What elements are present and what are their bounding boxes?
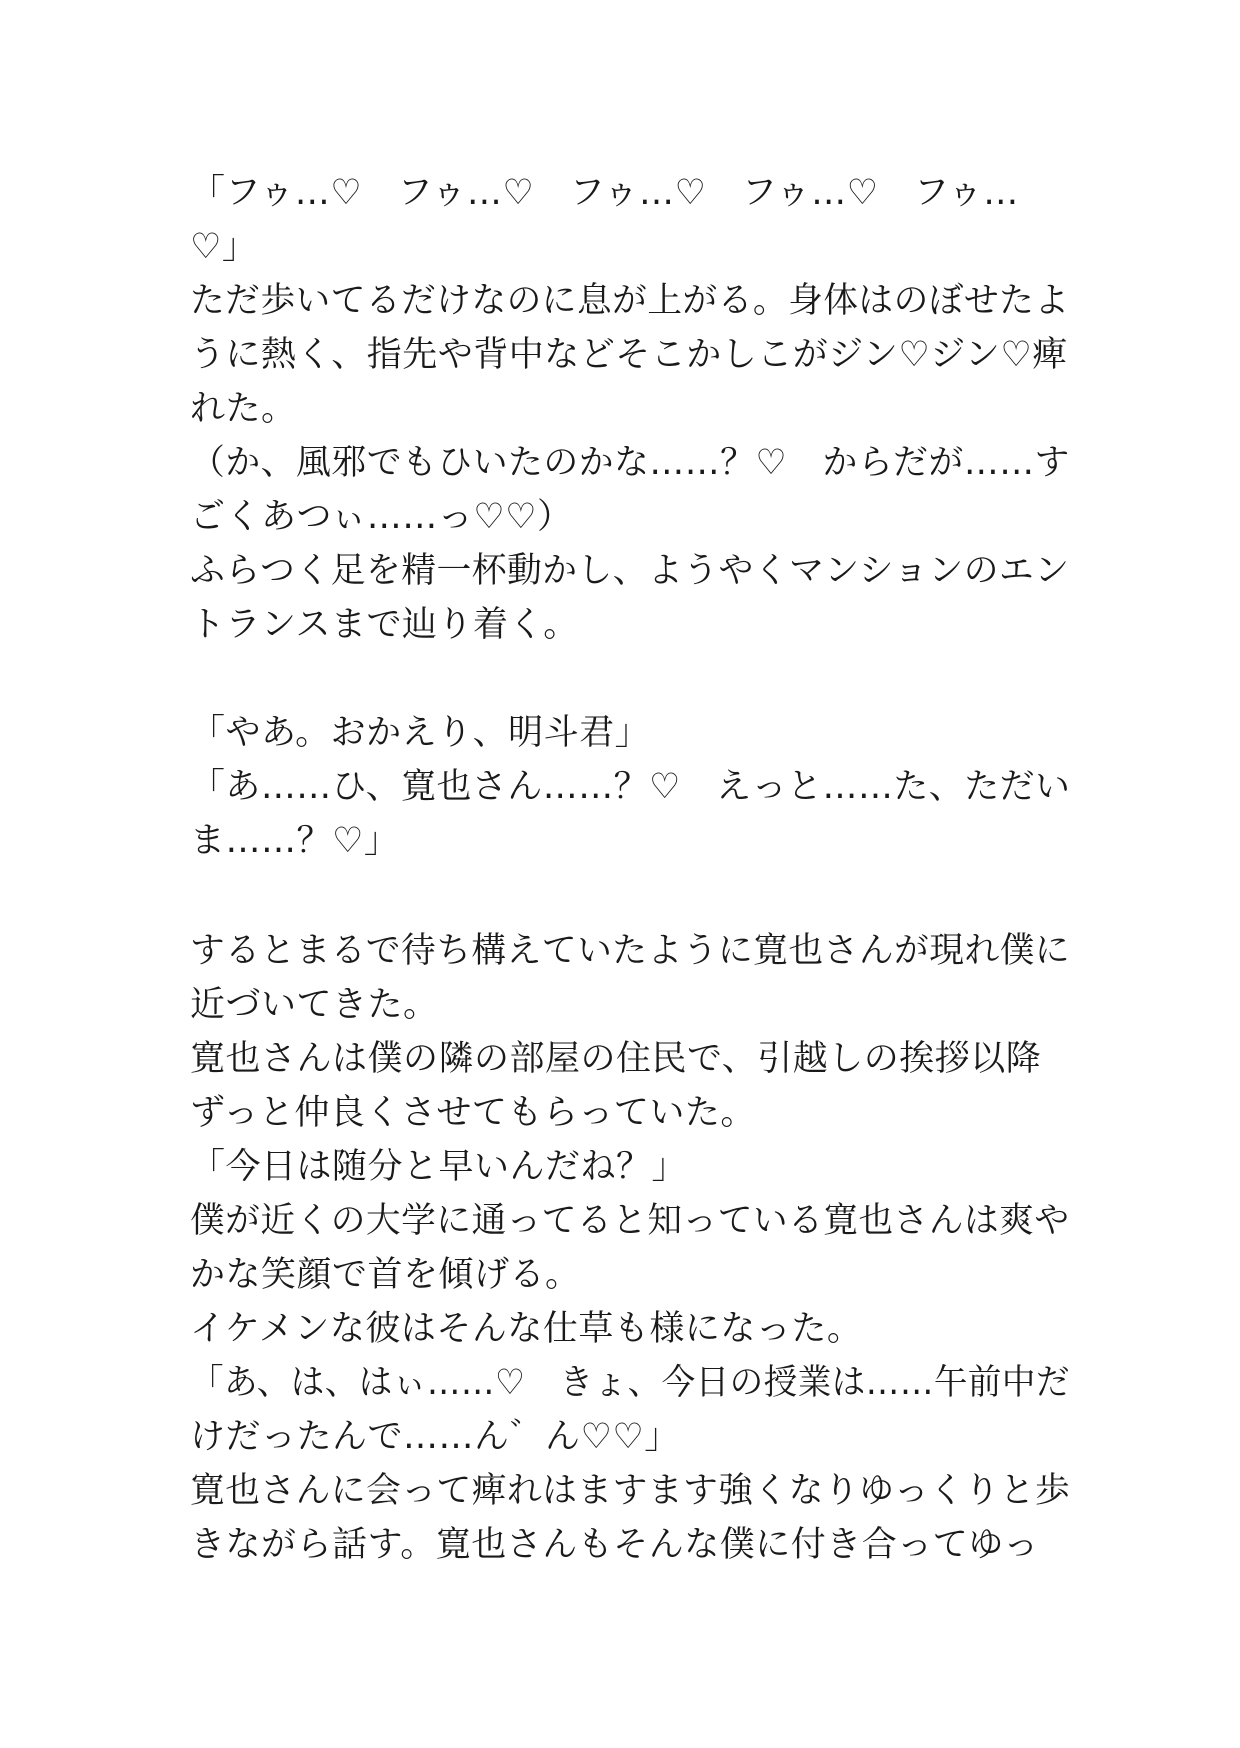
text-line: ♡」 — [190, 227, 258, 267]
text-line: れた。 — [190, 389, 297, 429]
text-line: 「あ……ひ、寛也さん……？♡ えっと……た、ただい — [190, 767, 1071, 807]
text-line: （か、風邪でもひいたのかな……？♡ からだが……す — [190, 443, 1070, 483]
text-line: 「やあ。おかえり、明斗君」 — [190, 713, 651, 753]
text-line: ふらつく足を精一杯動かし、ようやくマンションのエン — [190, 551, 1070, 591]
text-line: うに熱く、指先や背中などそこかしこがジン♡ジン♡痺 — [190, 335, 1068, 375]
text-line: ずっと仲良くさせてもらっていた。 — [190, 1093, 756, 1133]
text-line: かな笑顔で首を傾げる。 — [190, 1255, 581, 1295]
text-line: 寛也さんに会って痺れはますます強くなりゆっくりと歩 — [190, 1471, 1071, 1511]
text-line: ま……？♡」 — [190, 821, 400, 861]
text-line: 「フゥ…♡ フゥ…♡ フゥ…♡ フゥ…♡ フゥ… — [190, 173, 1019, 213]
text-line: 「今日は随分と早いんだね？」 — [190, 1147, 688, 1187]
text-line: きながら話す。寛也さんもそんな僕に付き合ってゆっ — [190, 1525, 1039, 1565]
text-line: トランスまで辿り着く。 — [190, 605, 579, 645]
text-line: 近づいてきた。 — [190, 985, 439, 1025]
text-line: けだったんで……ん゛ん♡♡」 — [190, 1417, 680, 1457]
text-line: ごくあつぃ……っ♡♡） — [190, 497, 573, 537]
text-line: 寛也さんは僕の隣の部屋の住民で、引越しの挨拶以降 — [190, 1039, 1042, 1079]
text-line: 僕が近くの大学に通ってると知っている寛也さんは爽や — [190, 1201, 1070, 1241]
text-line: イケメンな彼はそんな仕草も様になった。 — [190, 1309, 863, 1349]
text-line: するとまるで待ち構えていたように寛也さんが現れ僕に — [190, 931, 1071, 971]
text-line: ただ歩いてるだけなのに息が上がる。身体はのぼせたよ — [190, 281, 1070, 321]
text-line: 「あ、は、はぃ……♡ きょ、今日の授業は……午前中だ — [190, 1363, 1070, 1403]
